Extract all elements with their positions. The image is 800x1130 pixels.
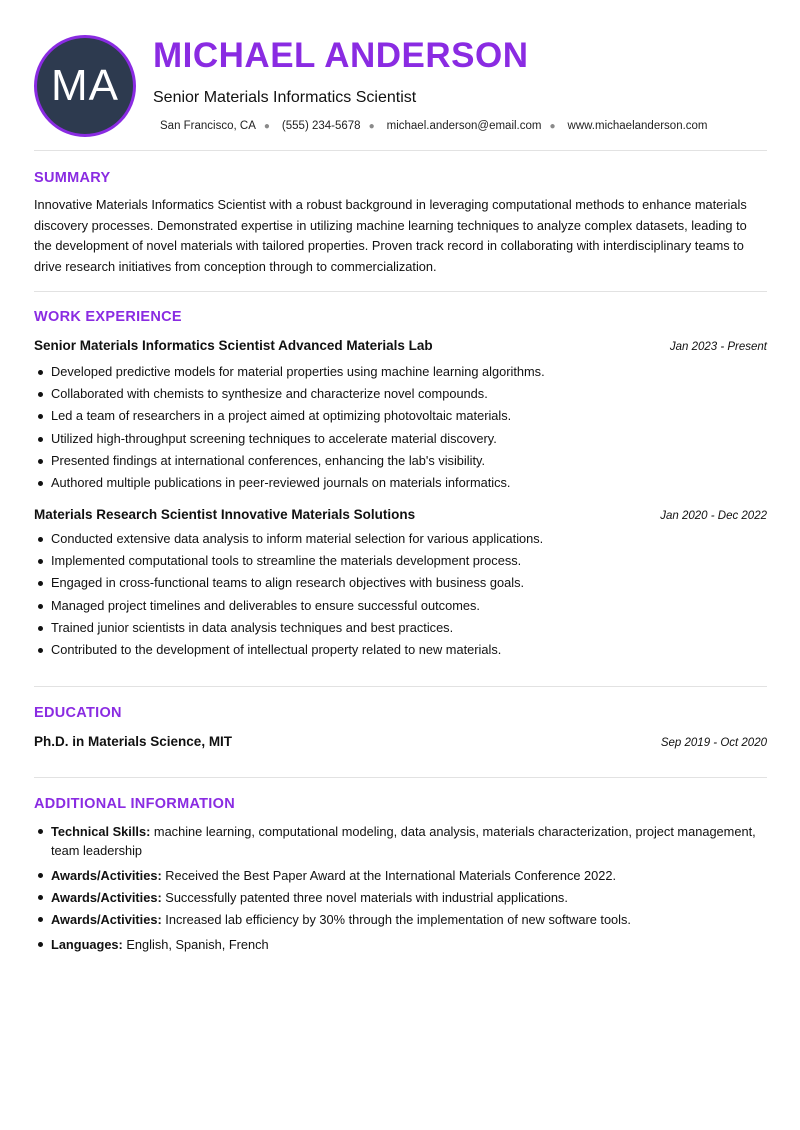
- item-text: English, Spanish, French: [126, 937, 269, 952]
- item-text: Increased lab efficiency by 30% through the implementation of new software tools.: [165, 912, 631, 927]
- separator-dot: ●: [549, 120, 556, 132]
- item-label: Awards/Activities:: [51, 912, 162, 927]
- separator-dot: ●: [263, 120, 270, 132]
- list-item: [34, 935, 759, 954]
- contact-location: San Francisco, CA: [160, 120, 256, 132]
- job-title: Senior Materials Informatics Scientist Advanced Materials Lab: [34, 338, 433, 353]
- list-item: Implemented computational tools to streamline the materials development process.: [34, 550, 759, 572]
- contact-bar: [160, 120, 708, 132]
- list-item: Trained junior scientists in data analysis techniques and best practices.: [34, 617, 759, 639]
- education-entry: [34, 734, 767, 749]
- list-item: Authored multiple publications in peer-reviewed journals on materials informatics.: [34, 472, 759, 494]
- list-item: [34, 822, 759, 860]
- item-label: Awards/Activities:: [51, 868, 162, 883]
- avatar-initials: MA: [51, 61, 119, 110]
- item-text: Received the Best Paper Award at the International Materials Conference 2022.: [165, 868, 617, 883]
- list-item: Developed predictive models for material properties using machine learning algorithms.: [34, 361, 759, 383]
- item-text: Successfully patented three novel materials with industrial applications.: [165, 890, 568, 905]
- list-item: Managed project timelines and deliverables to ensure successful outcomes.: [34, 595, 759, 617]
- list-item: Presented findings at international conferences, enhancing the lab's visibility.: [34, 450, 759, 472]
- item-label: Technical Skills:: [51, 824, 151, 839]
- list-item: Conducted extensive data analysis to inform material selection for various applications.: [34, 528, 759, 550]
- divider: [34, 150, 767, 151]
- work-experience-heading: WORK EXPERIENCE: [34, 309, 182, 325]
- list-item: Contributed to the development of intellectual property related to new materials.: [34, 639, 759, 661]
- summary-text: Innovative Materials Informatics Scientist with a robust background in leveraging computational methods to enhance materials discovery processes. Demonstrated expertise in utilizing machine learning techniques to analyze complex datasets, leading to the development of novel materials with tailored properties. Proven track record in collaborating with interdisciplinary teams to drive research initiatives from conception through to commercialization.: [34, 197, 747, 274]
- job-bullets: [34, 528, 759, 661]
- contact-email[interactable]: michael.anderson@email.com: [386, 120, 542, 132]
- job-date: Jan 2020 - Dec 2022: [660, 510, 767, 522]
- job-header: [34, 507, 767, 522]
- list-item: [34, 866, 759, 885]
- contact-website[interactable]: www.michaelanderson.com: [567, 120, 708, 132]
- candidate-name: MICHAEL ANDERSON: [153, 36, 529, 75]
- item-text: machine learning, computational modeling, data analysis, materials characterization, project management, team leadership: [51, 824, 756, 858]
- separator-dot: ●: [368, 120, 375, 132]
- job-role: Senior Materials Informatics Scientist: [153, 89, 417, 106]
- education-date: Sep 2019 - Oct 2020: [660, 737, 767, 749]
- list-item: Led a team of researchers in a project aimed at optimizing photovoltaic materials.: [34, 405, 759, 427]
- item-label: Languages:: [51, 937, 123, 952]
- job-title: Materials Research Scientist Innovative Materials Solutions: [34, 507, 416, 522]
- job-bullets: [34, 361, 759, 494]
- list-item: [34, 910, 759, 929]
- job-header: [34, 338, 767, 353]
- list-item: Collaborated with chemists to synthesize and characterize novel compounds.: [34, 383, 759, 405]
- avatar: [34, 35, 136, 137]
- list-item: Utilized high-throughput screening techniques to accelerate material discovery.: [34, 428, 759, 450]
- list-item: [34, 888, 759, 907]
- item-label: Awards/Activities:: [51, 890, 162, 905]
- job-date: Jan 2023 - Present: [669, 341, 767, 353]
- additional-info-list: [34, 822, 759, 954]
- list-item: Engaged in cross-functional teams to align research objectives with business goals.: [34, 572, 759, 594]
- degree: Ph.D. in Materials Science, MIT: [34, 734, 233, 749]
- divider: [34, 777, 767, 778]
- divider: [34, 686, 767, 687]
- divider: [34, 291, 767, 292]
- contact-phone: (555) 234-5678: [281, 120, 361, 132]
- additional-info-heading: ADDITIONAL INFORMATION: [34, 796, 235, 812]
- education-heading: EDUCATION: [34, 705, 122, 721]
- summary-heading: SUMMARY: [34, 170, 111, 186]
